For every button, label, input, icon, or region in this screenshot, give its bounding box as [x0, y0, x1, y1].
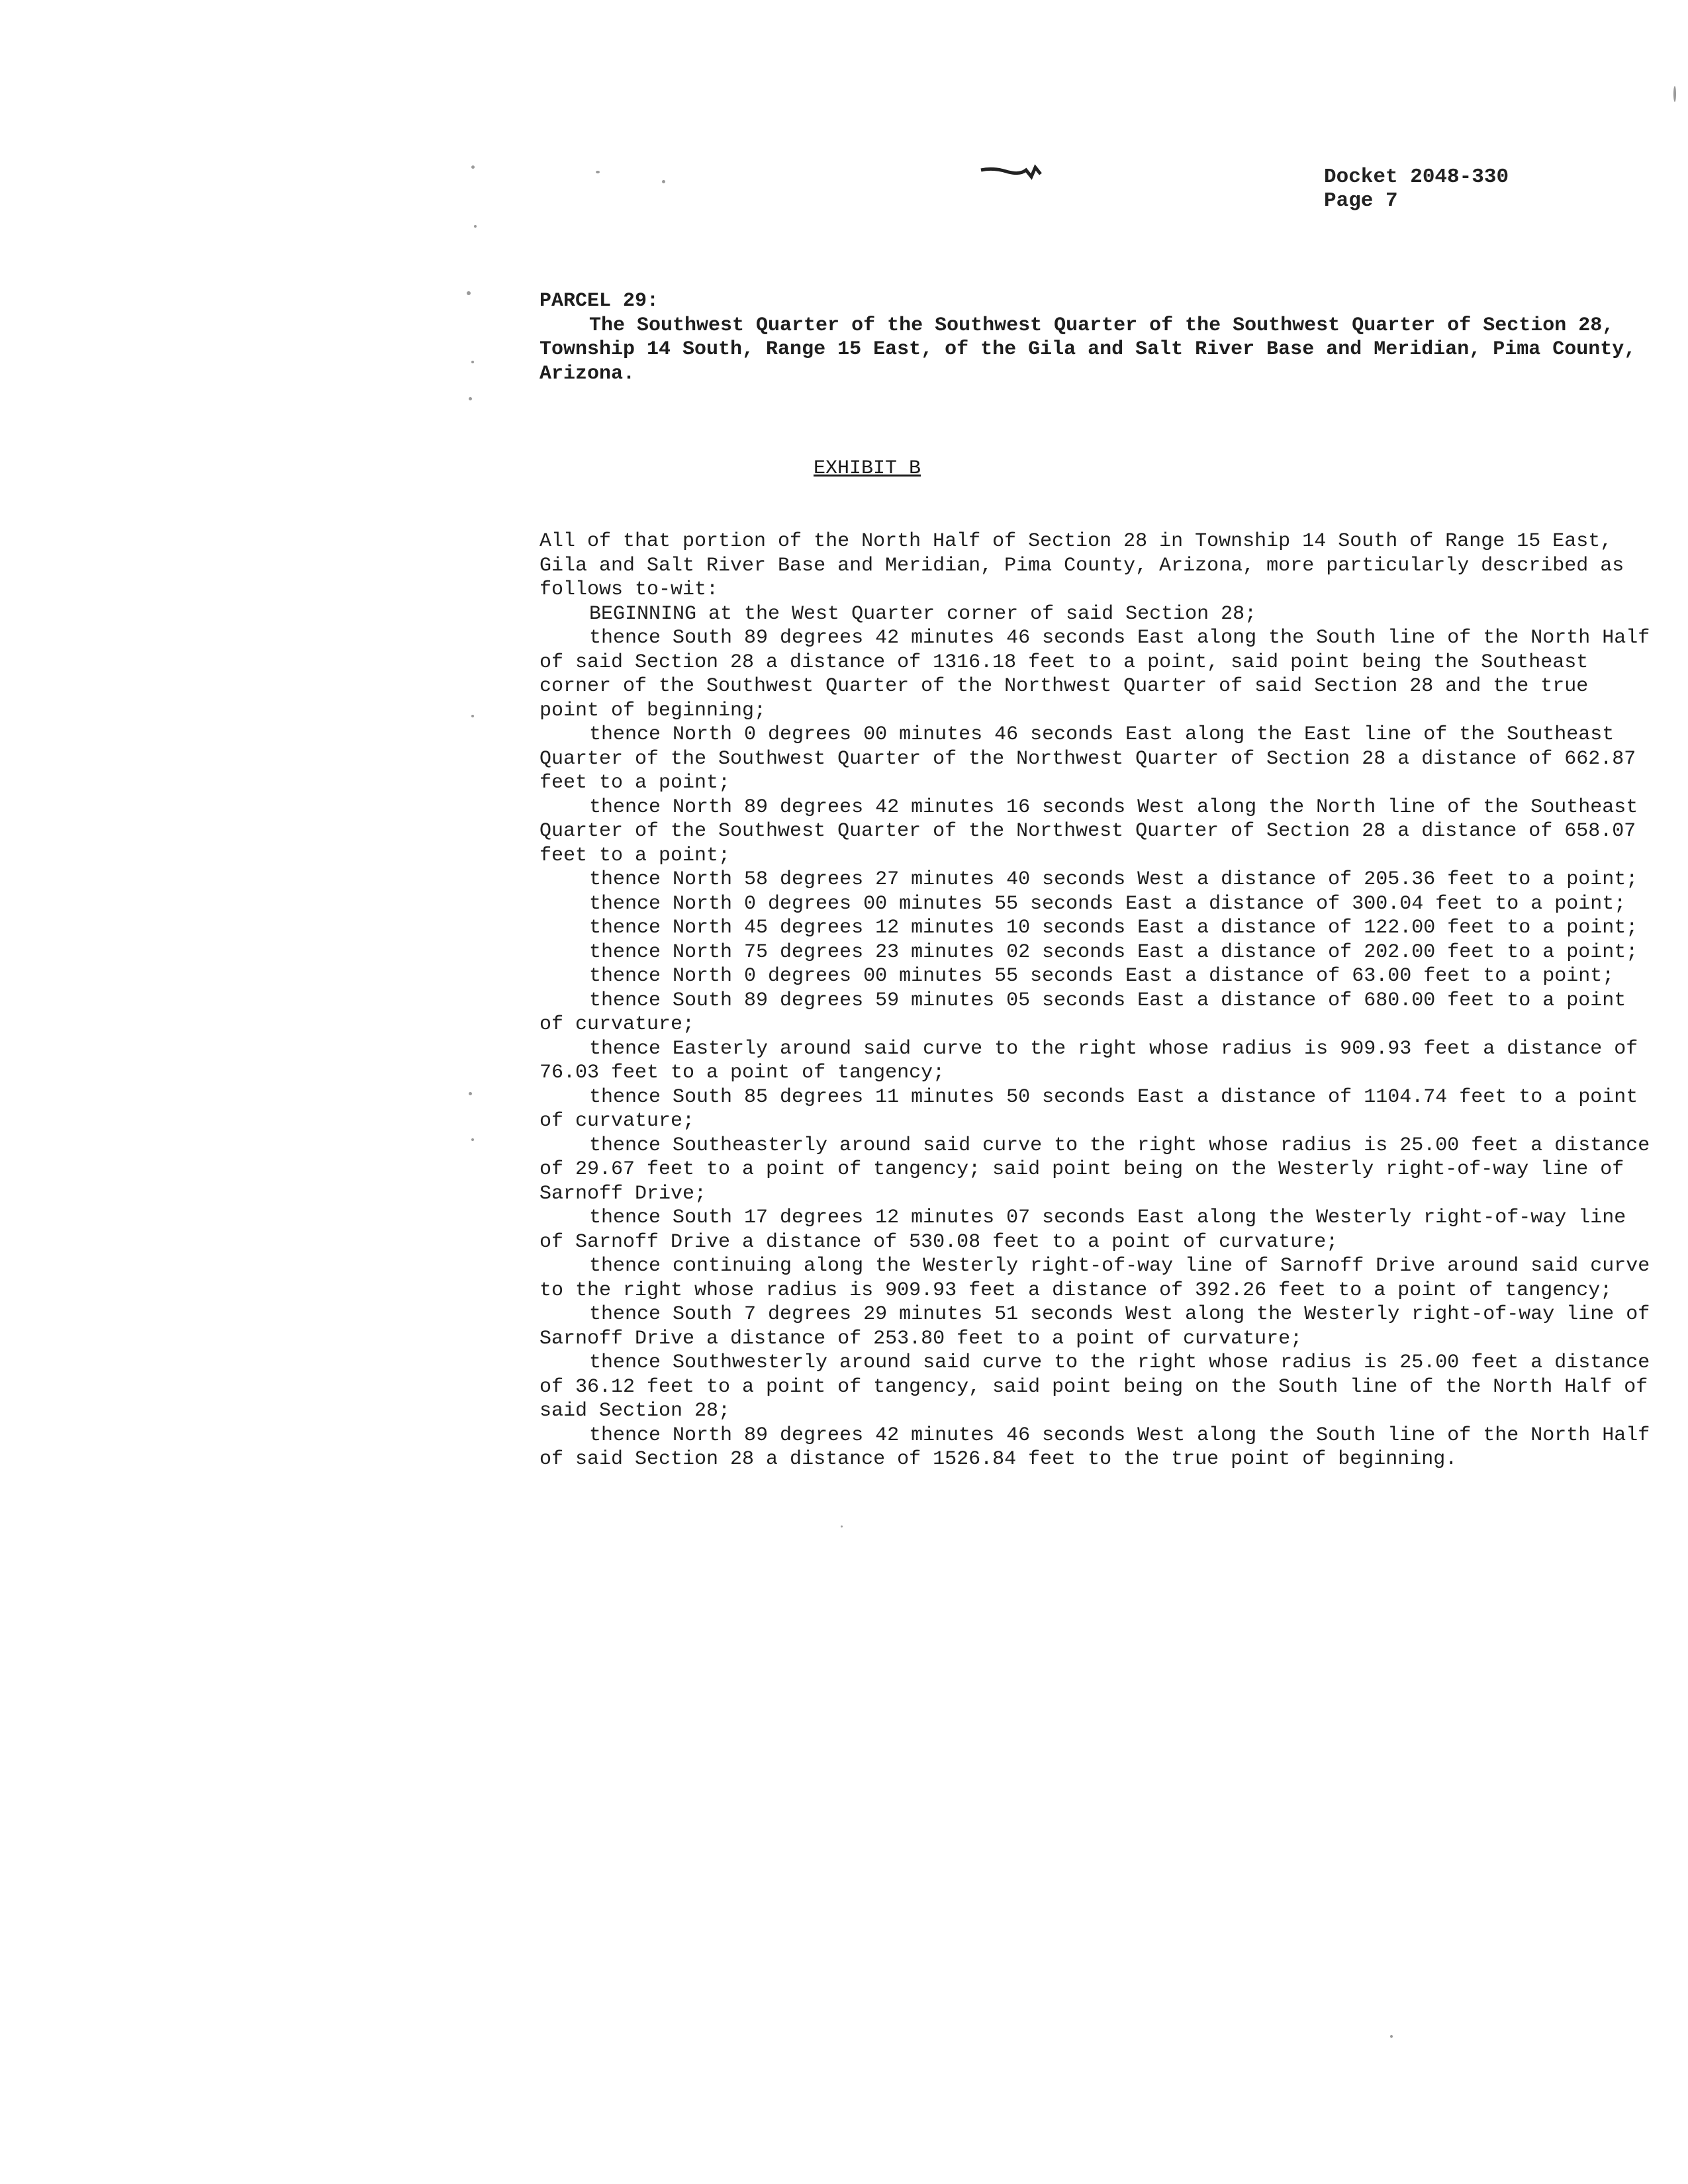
exhibit-heading — [0, 457, 1688, 480]
legal-paragraph: thence South 7 degrees 29 minutes 51 seconds West along the Westerly right-of-way line of Sarnoff Drive a distance of 253.80 feet to a point of curvature; — [539, 1303, 1650, 1350]
pen-mark — [980, 162, 1046, 182]
legal-paragraph: thence Easterly around said curve to the right whose radius is 909.93 feet a distance of 76.03 feet to a point of tangency; — [539, 1037, 1638, 1084]
legal-paragraph: thence North 0 degrees 00 minutes 46 seconds East along the East line of the Southeast Quarter of the Southwest Quarter of the Northwest Quarter of Section 28 a distance of 662.87 feet to a point; — [539, 723, 1636, 794]
legal-paragraph: thence North 45 degrees 12 minutes 10 seconds East a distance of 122.00 feet to a point; — [589, 917, 1638, 939]
parcel-section — [539, 289, 1658, 386]
page-number: Page 7 — [1324, 189, 1398, 212]
docket-number: Docket 2048-330 — [1324, 165, 1509, 189]
legal-intro: All of that portion of the North Half of Section 28 in Township 14 South of Range 15 East, Gila and Salt River Base and Meridian, Pima County, Arizona, more particularly described as follows to-wit: — [539, 530, 1624, 601]
legal-paragraph: thence North 75 degrees 23 minutes 02 seconds East a distance of 202.00 feet to a point; — [589, 940, 1638, 964]
exhibit-title: EXHIBIT B — [813, 457, 921, 480]
legal-paragraph: thence Southwesterly around said curve to the right whose radius is 25.00 feet a distance of 36.12 feet to a point of tangency, said point being on the South line of the North Half of said Section 28; — [539, 1351, 1650, 1422]
parcel-title: PARCEL 29: — [539, 290, 659, 312]
legal-paragraph: thence South 89 degrees 42 minutes 46 seconds East along the South line of the North Half of said Section 28 a distance of 1316.18 feet to a point, said point being the Southeast corner of the Southwest Quarter of the Northwest Quarter of said Section 28 and the true point of beginning; — [539, 627, 1650, 722]
docket-header — [1324, 165, 1509, 213]
legal-paragraph: thence Southeasterly around said curve to the right whose radius is 25.00 feet a distance of 29.67 feet to a point of tangency; said point being on the Westerly right-of-way line of Sarnoff Drive; — [539, 1134, 1650, 1205]
legal-paragraph: thence North 0 degrees 00 minutes 55 seconds East a distance of 300.04 feet to a point; — [589, 892, 1626, 915]
legal-description — [539, 529, 1658, 1472]
legal-paragraph: thence North 0 degrees 00 minutes 55 seconds East a distance of 63.00 feet to a point; — [589, 965, 1615, 987]
legal-paragraph: thence South 85 degrees 11 minutes 50 seconds East a distance of 1104.74 feet to a point of curvature; — [539, 1085, 1638, 1132]
legal-paragraph: thence North 89 degrees 42 minutes 16 seconds West along the North line of the Southeast Quarter of the Southwest Quarter of the Northwest Quarter of Section 28 a distance of 658.07 feet to a point; — [539, 796, 1638, 867]
legal-paragraph: thence South 89 degrees 59 minutes 05 seconds East a distance of 680.00 feet to a point of curvature; — [539, 989, 1626, 1036]
legal-paragraph: BEGINNING at the West Quarter corner of said Section 28; — [589, 602, 1257, 625]
legal-paragraph: thence South 17 degrees 12 minutes 07 seconds East along the Westerly right-of-way line of Sarnoff Drive a distance of 530.08 feet to a point of curvature; — [539, 1206, 1626, 1253]
legal-paragraph: thence continuing along the Westerly right-of-way line of Sarnoff Drive around said curve to the right whose radius is 909.93 feet a distance of 392.26 feet to a point of tangency; — [539, 1255, 1650, 1302]
legal-paragraph: thence North 89 degrees 42 minutes 46 seconds West along the South line of the North Half of said Section 28 a distance of 1526.84 feet to the true point of beginning. — [539, 1424, 1650, 1471]
legal-paragraph: thence North 58 degrees 27 minutes 40 seconds West a distance of 205.36 feet to a point; — [589, 868, 1638, 891]
parcel-description: The Southwest Quarter of the Southwest Quarter of the Southwest Quarter of Section 28, Township 14 South, Range 15 East, of the Gila and Salt River Base and Meridian, Pima County, Arizona. — [539, 314, 1636, 385]
